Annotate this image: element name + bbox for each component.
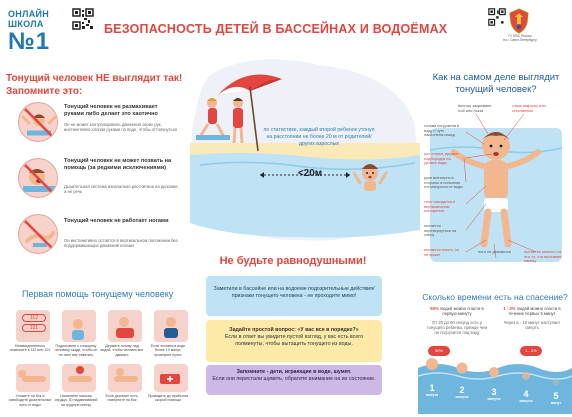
first-aid-step: Незамедлительно позвоните в 112 или 101	[9, 344, 51, 353]
card3-rest: Если они перестали шуметь, обратите внимание на их состояние.	[212, 375, 376, 382]
qr-code-icon	[488, 8, 506, 26]
timeline-step-5	[544, 392, 568, 405]
timeline-step-3	[482, 388, 506, 401]
logo-line2: ШКОЛА	[8, 19, 44, 29]
timeline-step-1	[420, 384, 444, 397]
info-card-noise	[206, 365, 382, 395]
logo-line1: ОНЛАЙН	[8, 9, 50, 19]
first-aid-step: Если человек в воде более 10 минут, проверьте пульс	[150, 344, 186, 357]
beach-illustration	[190, 55, 420, 250]
card1-text: Заметили в бассейне или на водоеме подозрительные действия/признаки тонущего человека - не проходите мимо!	[213, 286, 375, 299]
phone-101-label: 101	[22, 324, 46, 332]
right-section-title: Как на самом деле выглядит тонущий человек?	[432, 72, 560, 95]
label-climb: пытается залезть на что-то, что вызывает панику	[524, 249, 562, 264]
label-legs: ноги не двигаются	[478, 249, 512, 254]
sign-illustration-arms	[18, 102, 58, 142]
label-hair: волосы закрывают лоб или глаза	[458, 103, 492, 113]
mchs-emblem-icon	[508, 8, 530, 34]
sign-description: Он инстинктивно остаётся в вертикальном положении без поддерживающих движений ногами	[64, 238, 178, 249]
detail-five-minutes: Через 5 - 10 минут наступает смерть	[503, 319, 561, 330]
info-card-question	[206, 320, 382, 362]
pct-first-minute: 90%	[430, 306, 439, 311]
sign-description: Дыхательная система изначально рассчитана на дыхание, а не речь	[64, 184, 179, 195]
rescue-col-five-minutes	[498, 306, 566, 330]
pct-five-minutes: 1 - 3%	[503, 306, 516, 311]
sign-illustration-legs	[18, 214, 58, 254]
label-eyes: глаза закрыты или стеклянные	[512, 103, 546, 113]
step-unit: минуты	[519, 399, 533, 403]
first-aid-step: Держите голову над водой, чтобы человек мог дышать	[100, 344, 144, 357]
emblem-caption	[490, 35, 550, 43]
phone-112-label: 112	[22, 314, 46, 322]
phone-112	[22, 314, 46, 332]
info-card-notice	[206, 276, 382, 316]
step-unit: минута	[425, 393, 439, 397]
card2-lead: Задайте простой вопрос: «У вас все в порядке?»	[229, 327, 359, 333]
emblem-caption-line1: ГУ МЧС России	[508, 34, 532, 38]
timeline-step-4	[514, 390, 538, 403]
first-aid-step: Уложите на бок и освободите дыхательные пути от воды	[8, 394, 52, 407]
left-section-title	[6, 72, 186, 98]
first-aid-step: Если дыхание есть, поверните на бок	[105, 394, 139, 403]
label-arms: руки вытянуты в стороны в попытках оттолкнуться от воды	[424, 175, 463, 190]
card3-lead: Запомните - дети, играющие в воде, шумят.	[236, 369, 352, 375]
sign-illustration-voice	[18, 158, 58, 198]
step-unit: минут	[550, 401, 562, 405]
left-title-line2: Запомните это:	[6, 86, 83, 97]
statistic-text: по статистике, каждый второй ребенок утонул на расстоянии не более 20 м от родителей/других взрослых	[263, 127, 375, 147]
label-roll: пытается перевернуться на спину	[424, 223, 457, 238]
label-swim: пытается плыть, но не может	[424, 247, 460, 257]
timeline-step-2	[450, 386, 474, 399]
step-number: 1	[429, 383, 435, 393]
step-number: 2	[459, 385, 465, 395]
qr-code-icon	[72, 8, 94, 30]
label-body: тело находится в вертикальном положении	[424, 199, 456, 214]
label-mouth: рот открыт, держит подбородок на уровне воды	[424, 151, 459, 166]
page-title: БЕЗОПАСНОСТЬ ДЕТЕЙ В БАССЕЙНАХ И ВОДОЁМАХ	[104, 22, 448, 36]
step-number: 5	[553, 391, 559, 401]
text-first-minute: людей можно спасти в первую минуту	[439, 306, 484, 317]
label-head: голова погружена в воду и чуть наклонена назад	[424, 123, 460, 138]
first-aid-step: Подплывите к тонущему человеку сзади, чтобы он не смог вас схватить	[54, 344, 98, 357]
sign-title: Тонущий человек не размахивает руками либо делает это хаотично	[64, 104, 158, 117]
sign-title: Тонущий человек не может позвать на помощь (за редкими исключениями)	[64, 158, 172, 171]
badge-1-3: 1 - 3%	[520, 346, 542, 356]
text-five-minutes: людей можно спасти в течение первых 5 минут	[508, 306, 561, 317]
first-aid-step: Начинайте массаж сердца: 30 надавливаний на грудную клетку	[54, 394, 98, 407]
rescue-time-title: Сколько времени есть на спасение?	[422, 292, 568, 302]
first-aid-step: Проводите до прибытия скорой помощи	[147, 394, 189, 403]
step-number: 3	[491, 387, 497, 397]
indifferent-title: Не будьте равнодушными!	[219, 255, 367, 267]
logo-number: №1	[8, 28, 51, 55]
rescue-col-first-minute	[424, 306, 490, 335]
detail-first-minute: От 20 до 60 секунд есть у тонущего ребенка, прежде чем он погрузится под воду	[426, 319, 488, 335]
school-logo	[8, 10, 74, 54]
sign-title: Тонущий человек не работает ногами	[64, 218, 169, 224]
distance-label: <20м	[297, 168, 323, 179]
card2-rest: Если в ответ вы увидите пустой взгляд, у вас есть всего полминуты, чтобы вытащить тонущего из воды.	[224, 333, 364, 347]
badge-90: 90%	[428, 346, 450, 356]
step-unit: минуты	[455, 395, 469, 399]
first-aid-title: Первая помощь тонущему человеку	[22, 289, 174, 299]
step-unit: минуты	[487, 397, 501, 401]
step-number: 4	[523, 389, 529, 399]
emblem-caption-line2: по г. Санкт-Петербургу	[503, 37, 537, 42]
sign-description: Он не может контролировать движения своих рук, инстинктивно хлопая руками по воде, чтобы оттолкнуться	[64, 122, 178, 133]
left-title-line1: Тонущий человек НЕ выглядит так!	[6, 73, 183, 84]
